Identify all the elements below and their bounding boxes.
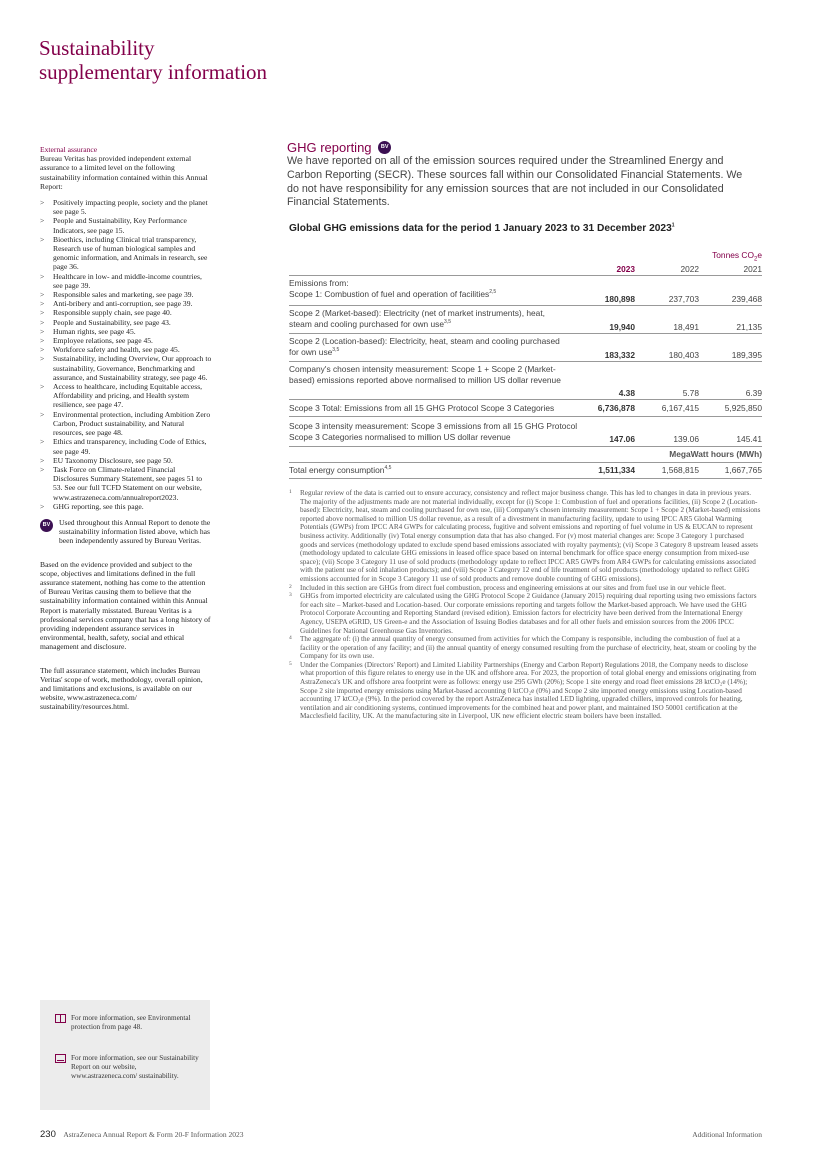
year-2021-header: 2021 (743, 264, 762, 274)
cell-2021: 145.41 (736, 434, 762, 444)
cell-2022: 18,491 (673, 322, 699, 332)
footnote: 5 Under the Companies (Directors' Report) and Limited Liability Partnerships (Energy and Carbon Report) Regulations 2018, the Company needs to disclose what proportion of this figure relates to energy use in the UK and offshore area. For 2023, the proportion of total global energy and emissions originating from AstraZeneca's UK and offshore area footprint were as follows: energy use 295 GWh (20%); Scope 1 site energy and road fleet emissions 28 ktCO₂e (14%); Scope 2 site imported energy emissions using Market-based accounting 0 ktCO₂e (0%) and Scope 2 site imported energy emissions using Location-based accounting 17 ktCO₂e (9%). In the period covered by the report AstraZeneca has installed LED lighting, upgraded chillers, improved controls for heating, ventilation and air conditioning systems, continued improvements for the combined heat and power plant, and maintained ISO 50001 certification at the Macclesfield facility, UK. At the manufacturing site in Liverpool, UK new efficient electric steam boilers have been installed. (289, 660, 757, 721)
ghg-reporting-heading (287, 140, 391, 155)
list-item: > Environmental protection, including Ambition Zero Carbon, Product sustainability, and Natural resources, see page 48. (40, 410, 212, 438)
cell-2023: 1,511,334 (598, 465, 635, 475)
emissions-from-label: Emissions from: (289, 278, 349, 288)
assurance-statement-paragraph: The full assurance statement, which includes Bureau Veritas' scope of work, methodology, overall opinion, and limitations and exclusions, is available on our website, www.astrazeneca.com/ sustainability/resources.html. (40, 665, 203, 712)
bureau-veritas-badge-icon: BV (40, 519, 53, 532)
cell-2021: 189,395 (731, 350, 762, 360)
footnotes (289, 489, 762, 721)
row-label: Scope 3 Total: Emissions from all 15 GHG Protocol Scope 3 Categories (289, 403, 555, 413)
cell-2023: 6,736,878 (597, 403, 635, 413)
footer-left (40, 1129, 244, 1140)
cell-2023: 4.38 (618, 388, 635, 398)
row-label: Total energy consumption (289, 465, 385, 475)
list-item: > GHG reporting, see this page. (40, 502, 212, 511)
list-item: > Bioethics, including Clinical trial transparency, Research use of human biological samples and genomic information, and Animals in research, see page 36. (40, 235, 212, 272)
assured-items-list (40, 198, 212, 511)
report-title: AstraZeneca Annual Report & Form 20-F Information 2023 (63, 1130, 244, 1139)
footnote: 1 Regular review of the data is carried out to ensure accuracy, consistency and reflect major business change. This has led to changes in data in previous years. The majority of the adjustments made are not material individually, except for (i) Scope 1: Combustion of fuel and operations facilities, (ii) Scope 2 (Location-based): Electricity, heat, steam and cooling purchased for own use, (iii) Company's chosen intensity measurement: Scope 1 + Scope 2 (Market-based) emissions reported above normalised to million US dollar revenue, as a result of a divestment in manufacturing facility, update to using IPCC AR5 Global Warming Potentials (GWPs) from IPCC AR4 GWPs for calculating process, fugitive and solvent emissions and reporting of fuel volume in US & EUCAN to represent business activity. Additionally (iv) Total energy consumption data that has also changed. For (v) most material changes are: Scope 3 Category 1 purchased goods and services (methodology updated to exclude spend based emissions associated with royalty payments); (vi) Scope 3 Category 8 upstream leased assets (methodology updated to calculate GHG emissions in leased office space based on internal benchmark for office space energy consumption from mixed-use space); (vii) Scope 3 Category 11 use of sold products (methodology update to reflect IPCC AR5 GWPs from AR4 GWPs for calculating emissions associated with the patient use of sold inhalation products); and (viii) Scope 3 Category 12 end of life treatment of sold products (methodology updated to reflect GHG emissions accounted for in Scope 3 Category 11 use of sold products and remove double counting of GHG emissions). (289, 489, 761, 583)
more-info-environment: For more information, see Environmental protection from page 48. (71, 1014, 191, 1032)
cell-2021: 1,667,765 (724, 465, 762, 475)
footnote: 3 GHGs from imported electricity are calculated using the GHG Protocol Scope 2 Guidance (January 2015) requiring dual reporting using two emissions factors for each site – Market-based and Location-based. Our corporate emissions reporting and targets follow the Market-based approach. We have used the GHG Protocol Corporate Accounting and Reporting Standard (revised edition). Emission factors for electricity have been derived from the International Energy Agency, USEPA eGRID, US Green-e and the Association of Issuing Bodies databases and for all other fuels and emission sources from the 2006 IPCC Guidelines for National Greenhouse Gas Inventories. (289, 592, 757, 635)
row-label: Scope 2 (Location-based): Electricity, heat, steam and cooling purchased for own use (289, 336, 560, 357)
cell-2022: 1,568,815 (661, 465, 699, 475)
list-item: > People and Sustainability, see page 43. (40, 318, 212, 327)
cell-2022: 139.06 (673, 434, 699, 444)
table-row (289, 403, 762, 417)
year-2023-header: 2023 (616, 264, 635, 274)
cell-2022: 5.78 (682, 388, 699, 398)
table-header-row (289, 262, 762, 276)
list-item: > Task Force on Climate-related Financial Disclosures Summary Statement, see pages 51 to 53. See our full TCFD Statement on our website, www.astrazeneca.com/annualreport2023. (40, 465, 212, 502)
list-item: > Positively impacting people, society and the planet see page 5. (40, 198, 212, 216)
energy-unit: MegaWatt hours (MWh) (669, 449, 762, 459)
cell-2022: 6,167,415 (661, 403, 699, 413)
page-number: 230 (40, 1129, 56, 1140)
cell-2021: 6.39 (745, 388, 762, 398)
cell-2022: 180,403 (668, 350, 699, 360)
page-subtitle: supplementary information (39, 60, 268, 84)
list-item: > Sustainability, including Overview, Our approach to sustainability, Governance, Benchmarking and assurance, and Sustainability strategy, see page 46. (40, 354, 212, 382)
table-row: Scope 2 (Market-based): Electricity (net of market instruments), heat, steam and cooling purchased for own use$^{3,5}$ 19,940 18,491 21,135 (289, 308, 762, 332)
table-row (289, 364, 762, 400)
ghg-intro: We have reported on all of the emission sources required under the Streamlined Energy and Carbon Reporting (SECR). These sources fall within our Consolidated Financial Statements. We do not have responsibility for any emission sources that are not included in our Consolidated Financial Statements. (287, 155, 743, 209)
assurance-paragraph: Based on the evidence provided and subject to the scope, objectives and limitations defined in the full assurance statement, nothing has come to the attention of Bureau Veritas causing them to believe that the sustainability information contained within this Annual Report is materially misstated. Bureau Veritas is a professional services company that has a long history of providing independent assurance services in environmental, health, safety, social and ethical management and disclosure. (40, 559, 211, 652)
row-label: Scope 1: Combustion of fuel and operation of facilities (289, 288, 490, 299)
table-unit: Tonnes $CO_2e$ (712, 250, 762, 263)
table-title: Global GHG emissions data for the period 1 January 2023 to 31 December 2023$^1$ (289, 222, 675, 234)
list-item: > Employee relations, see page 45. (40, 336, 212, 345)
bureau-veritas-badge-icon: BV (378, 141, 391, 154)
more-info-sustainability-report: For more information, see our Sustainability Report on our website, www.astrazeneca.com/ sustainability. (71, 1054, 199, 1081)
list-item: > Access to healthcare, including Equitable access, Affordability and pricing, and Health system resilience, see page 47. (40, 382, 212, 410)
row-label: Scope 2 (Market-based): Electricity (net of market instruments), heat, steam and cooling purchased for own use (289, 308, 545, 329)
external-assurance-title: External assurance (40, 145, 98, 154)
footer-section: Additional Information (692, 1130, 762, 1139)
monitor-icon (55, 1054, 66, 1063)
table-row: Scope 2 (Location-based): Electricity, heat, steam and cooling purchased for own use$^{3,5}$ 183,332 180,403 189,395 (289, 336, 762, 360)
list-item: > Healthcare in low- and middle-income countries, see page 39. (40, 272, 212, 290)
footnote: 4 The aggregate of: (i) the annual quantity of energy consumed from activities for which the Company is responsible, including the combustion of fuel at a facility or the operation of any facility; and (ii) the annual quantity of energy consumed resulting from the purchase of electricity, heat, steam or cooling by the Company for its own use. (289, 635, 757, 661)
list-item: > Ethics and transparency, including Code of Ethics, see page 49. (40, 437, 212, 455)
bv-legend (40, 518, 212, 546)
book-icon (55, 1014, 66, 1023)
footnote: 2 Included in this section are GHGs from direct fuel combustion, process and engineering emissions at our sites and from fuel use in our vehicle fleet. (289, 583, 726, 592)
cell-2023: 19,940 (609, 322, 635, 332)
row-label: Company's chosen intensity measurement: Scope 1 + Scope 2 (Market-based) emissions reported above normalised to million US dollar revenue (289, 364, 561, 385)
list-item: > Human rights, see page 45. (40, 327, 212, 336)
list-item: > Anti-bribery and anti-corruption, see page 39. (40, 299, 212, 308)
table-row: Emissions from: Scope 1: Combustion of fuel and operation of facilities$^{2,5}$ 180,898 237,703 239,468 (289, 278, 762, 304)
cell-2023: 183,332 (604, 350, 635, 360)
bv-legend-text: Used throughout this Annual Report to denote the sustainability information listed above, which has been independently assured by Bureau Veritas. (59, 517, 211, 546)
list-item: > People and Sustainability, Key Performance Indicators, see page 15. (40, 216, 212, 234)
page-title: Sustainability (39, 36, 155, 60)
table-row (289, 421, 762, 447)
cell-2021: 5,925,850 (724, 403, 762, 413)
ghg-heading-text: GHG reporting (287, 140, 372, 155)
cell-2021: 21,135 (736, 322, 762, 332)
sidebar (40, 145, 212, 712)
list-item: > Responsible sales and marketing, see page 39. (40, 290, 212, 299)
list-item: > EU Taxonomy Disclosure, see page 50. (40, 456, 212, 465)
cell-2021: 239,468 (731, 294, 762, 304)
cell-2022: 237,703 (668, 294, 699, 304)
year-2022-header: 2022 (680, 264, 699, 274)
cell-2023: 147.06 (609, 434, 635, 444)
cell-2023: 180,898 (604, 294, 635, 304)
list-item: > Responsible supply chain, see page 40. (40, 308, 212, 317)
external-assurance-intro: Bureau Veritas has provided independent external assurance to a limited level on the following sustainability information contained within this Annual Report: (40, 154, 208, 191)
row-label: Scope 3 intensity measurement: Scope 3 emissions from all 15 GHG Protocol Scope 3 Categories normalised to million US dollar revenue (289, 421, 578, 442)
table-row: Total energy consumption$^{4,5}$ 1,511,334 1,568,815 1,667,765 (289, 462, 762, 479)
list-item: > Workforce safety and health, see page 45. (40, 345, 212, 354)
more-info-box (40, 1000, 210, 1110)
